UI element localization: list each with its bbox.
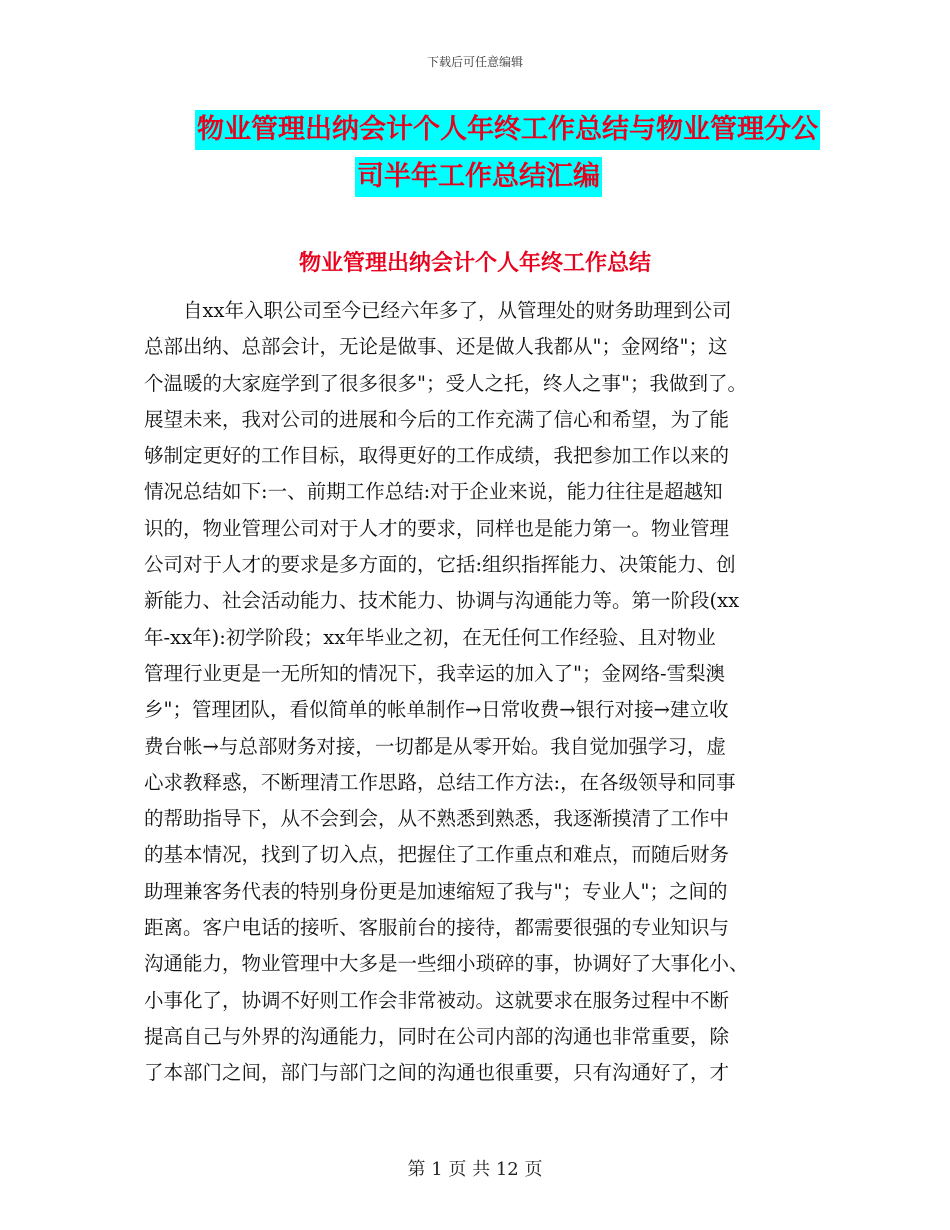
page-footer: 第 1 页 共 12 页	[407, 1159, 543, 1180]
header-note: 下载后可任意编辑	[426, 55, 523, 69]
body-line: 新能力、社会活动能力、技术能力、协调与沟通能力等。第一阶段(xx	[144, 589, 740, 613]
body-paragraph	[144, 293, 804, 1092]
body-line: 自xx年入职公司至今已经六年多了，从管理处的财务助理到公司	[144, 299, 732, 322]
body-line: 识的，物业管理公司对于人才的要求，同样也是能力第一。物业管理	[144, 516, 730, 540]
body-line: 助理兼客务代表的特别身份更是加速缩短了我与"；专业人"；之间的	[144, 879, 728, 903]
body-line: 了本部门之间，部门与部门之间的沟通也很重要，只有沟通好了，才	[144, 1061, 730, 1085]
section-heading: 物业管理出纳会计个人年终工作总结	[298, 251, 651, 276]
body-line: 小事化了，协调不好则工作会非常被动。这就要求在服务过程中不断	[144, 988, 730, 1012]
body-line: 乡"；管理团队，看似简单的帐单制作→日常收费→银行对接→建立收	[144, 698, 729, 722]
title-line-2: 司半年工作总结汇编	[355, 157, 602, 197]
body-line: 展望未来，我对公司的进展和今后的工作充满了信心和希望，为了能	[144, 407, 730, 431]
body-line: 的帮助指导下，从不会到会，从不熟悉到熟悉，我逐渐摸清了工作中	[144, 807, 730, 831]
body-line: 情况总结如下:一、前期工作总结:对于企业来说，能力往往是超越知	[144, 480, 723, 504]
body-line: 费台帐→与总部财务对接，一切都是从零开始。我自觉加强学习，虚	[144, 734, 726, 758]
body-line: 沟通能力，物业管理中大多是一些细小琐碎的事，协调好了大事化小、	[144, 952, 749, 976]
body-line: 管理行业更是一无所知的情况下，我幸运的加入了"；金网络-雪梨澳	[144, 661, 726, 685]
body-line: 的基本情况，找到了切入点，把握住了工作重点和难点，而随后财务	[144, 843, 730, 867]
body-line: 心求教释惑，不断理清工作思路，总结工作方法:，在各级领导和同事	[144, 770, 736, 794]
body-line: 距离。客户电话的接听、客服前台的接待，都需要很强的专业知识与	[144, 916, 730, 940]
body-line: 个温暖的大家庭学到了很多很多"；受人之托，终人之事"；我做到了。	[144, 371, 747, 395]
title-line-1: 物业管理出纳会计个人年终工作总结与物业管理分公	[195, 110, 820, 150]
body-line: 提高自己与外界的沟通能力，同时在公司内部的沟通也非常重要，除	[144, 1024, 730, 1048]
body-line: 公司对于人才的要求是多方面的，它括:组织指挥能力、决策能力、创	[144, 553, 736, 577]
body-line: 年-xx年):初学阶段；xx年毕业之初，在无任何工作经验、且对物业	[144, 625, 716, 649]
body-line: 够制定更好的工作目标，取得更好的工作成绩，我把参加工作以来的	[144, 444, 730, 468]
body-line: 总部出纳、总部会计，无论是做事、还是做人我都从"；金网络"；这	[144, 335, 728, 359]
